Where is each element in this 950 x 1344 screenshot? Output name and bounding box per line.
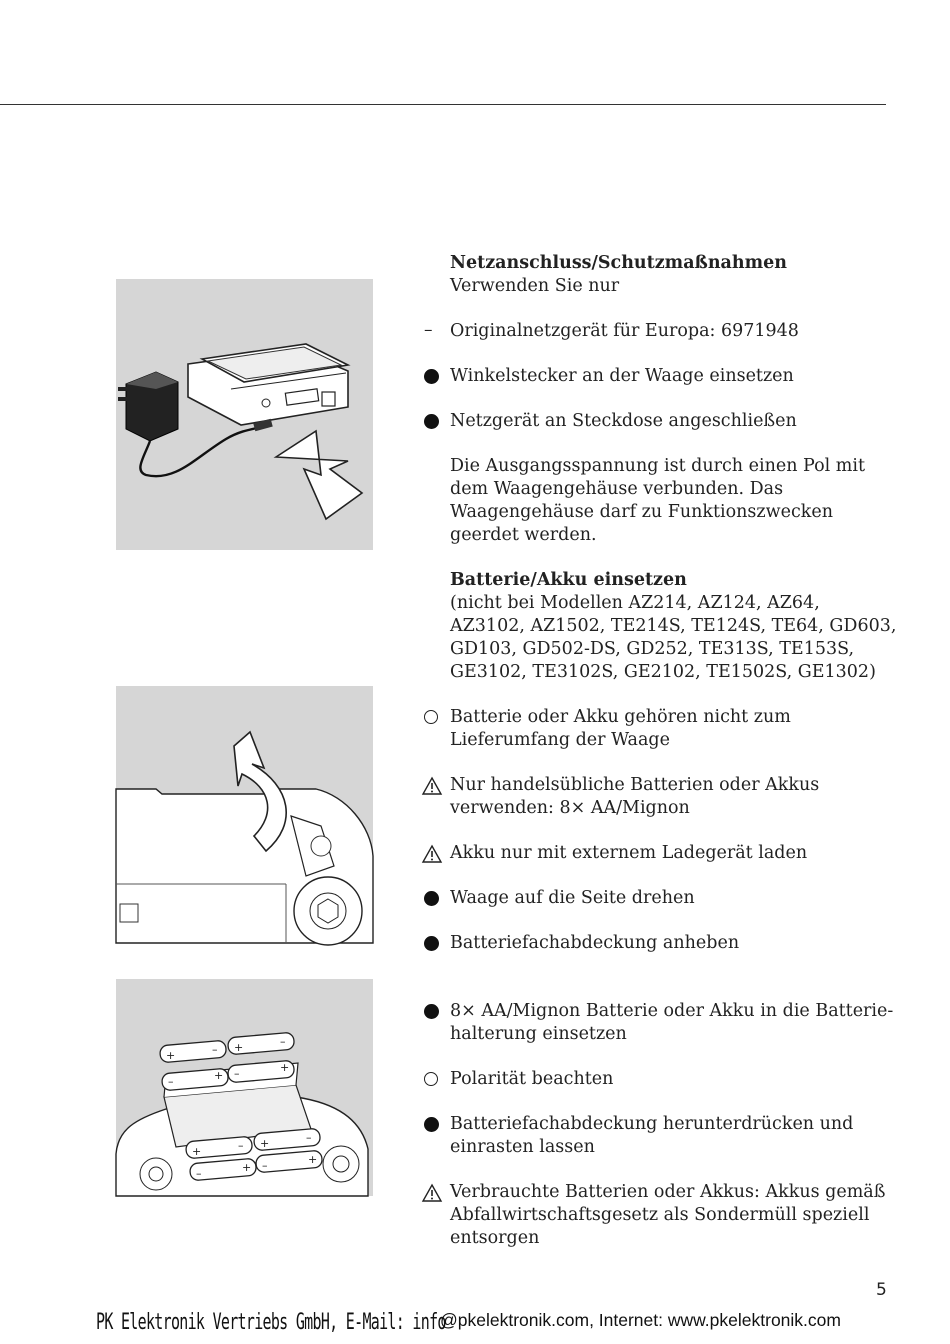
svg-text:–: – xyxy=(168,1075,174,1088)
svg-text:+: + xyxy=(214,1069,224,1082)
svg-text:–: – xyxy=(196,1167,202,1180)
page-number: 5 xyxy=(876,1280,887,1300)
svg-text:+: + xyxy=(260,1137,270,1150)
svg-text:+: + xyxy=(166,1049,176,1062)
svg-text:–: – xyxy=(306,1131,312,1144)
list-item: Netzgerät an Steckdose angeschließen xyxy=(420,410,900,433)
filled-circle-icon xyxy=(422,413,440,431)
list-item: Winkelstecker an der Waage einsetzen xyxy=(420,365,900,388)
warning-triangle-icon xyxy=(422,1184,440,1202)
section-heading-power: Netzanschluss/Schutzmaßnahmen xyxy=(450,253,787,273)
list-item: – Originalnetzgerät für Europa: 6971948 xyxy=(420,320,900,343)
list-item: Waage auf die Seite drehen xyxy=(420,887,900,910)
list-item: Batterie oder Akku gehören nicht zum Lieferumfang der Waage xyxy=(420,706,900,752)
top-rule xyxy=(0,104,886,105)
svg-text:+: + xyxy=(280,1061,290,1074)
list-item: Polarität beachten xyxy=(420,1068,900,1091)
intro-text: Verwenden Sie nur xyxy=(450,276,620,296)
footer-contact: @pkelektronik.com, Internet: www.pkelektronik.com xyxy=(440,1310,841,1330)
power-adapter-illustration xyxy=(116,279,373,550)
warning-triangle-icon xyxy=(422,845,440,863)
list-item: Verbrauchte Batterien oder Akkus: Akkus gemäß Abfallwirtschaftsgesetz als Sondermüll speziell entsorgen xyxy=(420,1181,900,1250)
list-item: Akku nur mit externem Ladegerät laden xyxy=(420,842,900,865)
footer-company: PK Elektronik Vertriebs GmbH, E-Mail: info xyxy=(96,1310,446,1335)
filled-circle-icon xyxy=(422,368,440,386)
list-item: Nur handelsübliche Batterien oder Akkus verwenden: 8× AA/Mignon xyxy=(420,774,900,820)
models-text: (nicht bei Modellen AZ214, AZ124, AZ64, AZ3102, AZ1502, TE214S, TE124S, TE64, GD603, GD103, GD502-DS, GD252, TE313S, TE153S, GE3102, TE3102S, GE2102, TE1502S, GE1302) xyxy=(450,593,897,682)
svg-text:–: – xyxy=(212,1043,218,1056)
svg-text:+: + xyxy=(192,1145,202,1158)
filled-circle-icon xyxy=(422,935,440,953)
footer xyxy=(96,1310,841,1335)
filled-circle-icon xyxy=(422,1116,440,1134)
list-item: 8× AA/Mignon Batterie oder Akku in die Batterie-halterung einsetzen xyxy=(420,1000,900,1046)
svg-text:–: – xyxy=(262,1159,268,1172)
filled-circle-icon xyxy=(422,1003,440,1021)
section-heading-battery: Batterie/Akku einsetzen xyxy=(450,570,687,590)
note-text: Die Ausgangsspannung ist durch einen Pol mit dem Waagengehäuse verbunden. Das Waagengehäuse darf zu Funktionszwecken geerdet werden. xyxy=(450,456,866,545)
svg-text:–: – xyxy=(280,1035,286,1048)
filled-circle-icon xyxy=(422,890,440,908)
svg-text:+: + xyxy=(242,1161,252,1174)
instruction-text xyxy=(420,252,900,1250)
svg-text:+: + xyxy=(308,1153,318,1166)
svg-text:+: + xyxy=(234,1041,244,1054)
hollow-circle-icon xyxy=(422,1071,440,1089)
hollow-circle-icon xyxy=(422,709,440,727)
warning-triangle-icon xyxy=(422,777,440,795)
battery-cover-illustration xyxy=(116,686,373,943)
svg-text:–: – xyxy=(234,1067,240,1080)
svg-text:–: – xyxy=(238,1139,244,1152)
battery-insertion-illustration xyxy=(116,979,373,1196)
list-item: Batteriefachabdeckung herunterdrücken und einrasten lassen xyxy=(420,1113,900,1159)
list-item: Batteriefachabdeckung anheben xyxy=(420,932,900,955)
dash-marker xyxy=(422,323,440,341)
